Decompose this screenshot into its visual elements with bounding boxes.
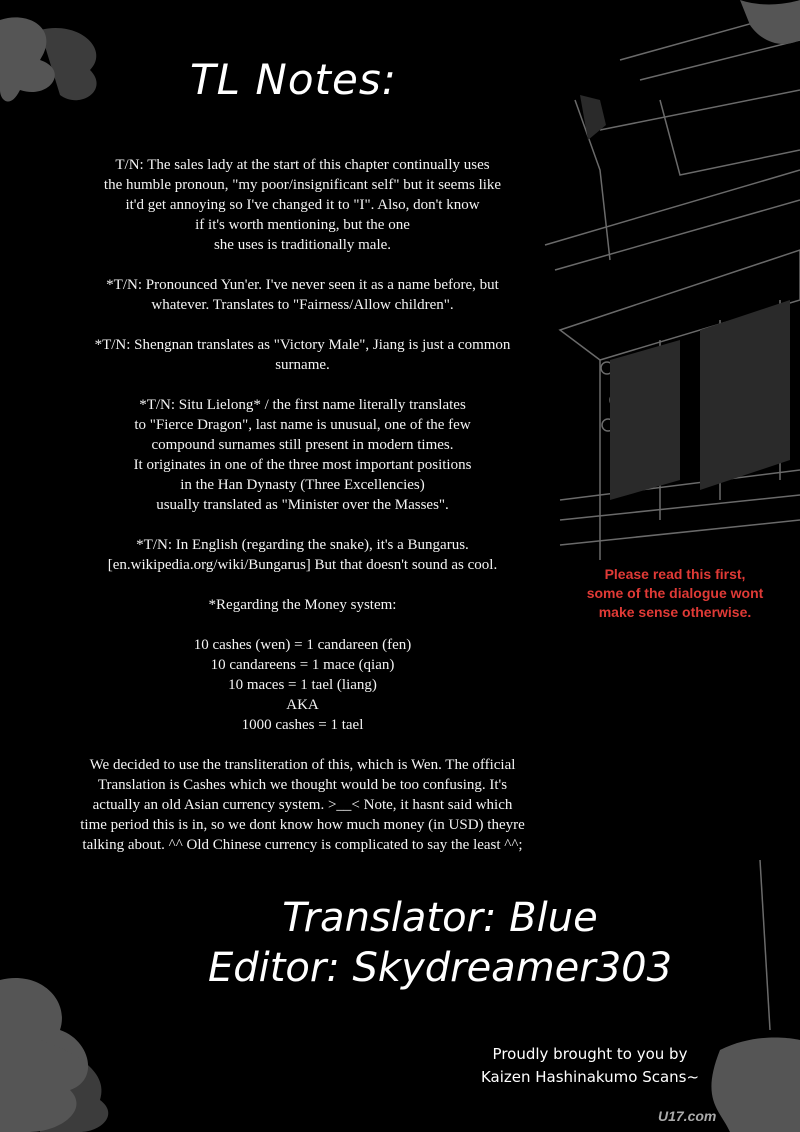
note-paragraph [30,395,575,515]
note-line: it'd get annoying so I've changed it to "I". Also, don't know [125,197,480,213]
note-line: [en.wikipedia.org/wiki/Bungarus] But that doesn't sound as cool. [107,557,498,573]
note-line: We decided to use the transliteration of this, which is Wen. The official [89,757,516,773]
note-line: surname. [275,357,330,373]
credits [150,893,730,993]
scanlation-credit [440,1043,740,1089]
note-line: talking about. ^^ Old Chinese currency is complicated to say the least ^^; [82,837,523,853]
note-line: 10 maces = 1 tael (liang) [228,677,377,693]
note-line: time period this is in, so we dont know how much money (in USD) theyre [80,817,525,833]
note-line: actually an old Asian currency system. >__< Note, it hasnt said which [92,797,513,813]
note-paragraph [30,155,575,255]
warning-line: Please read this first, [604,566,746,582]
note-line: she uses is traditionally male. [213,237,392,253]
note-line: the humble pronoun, "my poor/insignificant self" but it seems like [103,177,502,193]
warning-line: make sense otherwise. [598,604,752,620]
note-line: if it's worth mentioning, but the one [195,217,410,233]
note-line: AKA [286,697,319,713]
note-line: *T/N: In English (regarding the snake), it's a Bungarus. [136,537,469,553]
page-title: TL Notes: [190,55,397,104]
note-line: *Regarding the Money system: [208,597,397,613]
warning-note [560,565,790,622]
note-line: usually translated as "Minister over the Masses". [156,497,449,513]
thanks-line-1: Proudly brought to you by [492,1045,688,1063]
note-paragraph [30,595,575,615]
note-line: *T/N: Situ Lielong* / the first name literally translates [139,397,466,413]
warning-line: some of the dialogue wont [586,585,764,601]
note-line: whatever. Translates to "Fairness/Allow children". [151,297,454,313]
note-line: to "Fierce Dragon", last name is unusual, one of the few [134,417,471,433]
note-line: Translation is Cashes which we thought would be too confusing. It's [97,777,508,793]
thanks-line-2: Kaizen Hashinakumo Scans~ [480,1068,700,1086]
note-line: 10 candareens = 1 mace (qian) [210,657,395,673]
note-paragraph [30,535,575,575]
note-paragraph [30,635,575,735]
note-line: 10 cashes (wen) = 1 candareen (fen) [193,637,412,653]
note-line: 1000 cashes = 1 tael [241,717,364,733]
note-line: *T/N: Pronounced Yun'er. I've never seen it as a name before, but [106,277,499,293]
note-line: *T/N: Shengnan translates as "Victory Male", Jiang is just a common [94,337,511,353]
note-paragraph [30,335,575,375]
note-paragraph [30,755,575,855]
editor-credit: Editor: Skydreamer303 [207,945,673,991]
note-line: compound surnames still present in modern times. [151,437,454,453]
translator-notes [30,155,575,875]
note-line: in the Han Dynasty (Three Excellencies) [180,477,425,493]
note-line: T/N: The sales lady at the start of this chapter continually uses [115,157,490,173]
note-paragraph [30,275,575,315]
translator-credit: Translator: Blue [282,895,598,941]
site-logo: U17.com [658,1108,717,1124]
note-line: It originates in one of the three most important positions [133,457,472,473]
